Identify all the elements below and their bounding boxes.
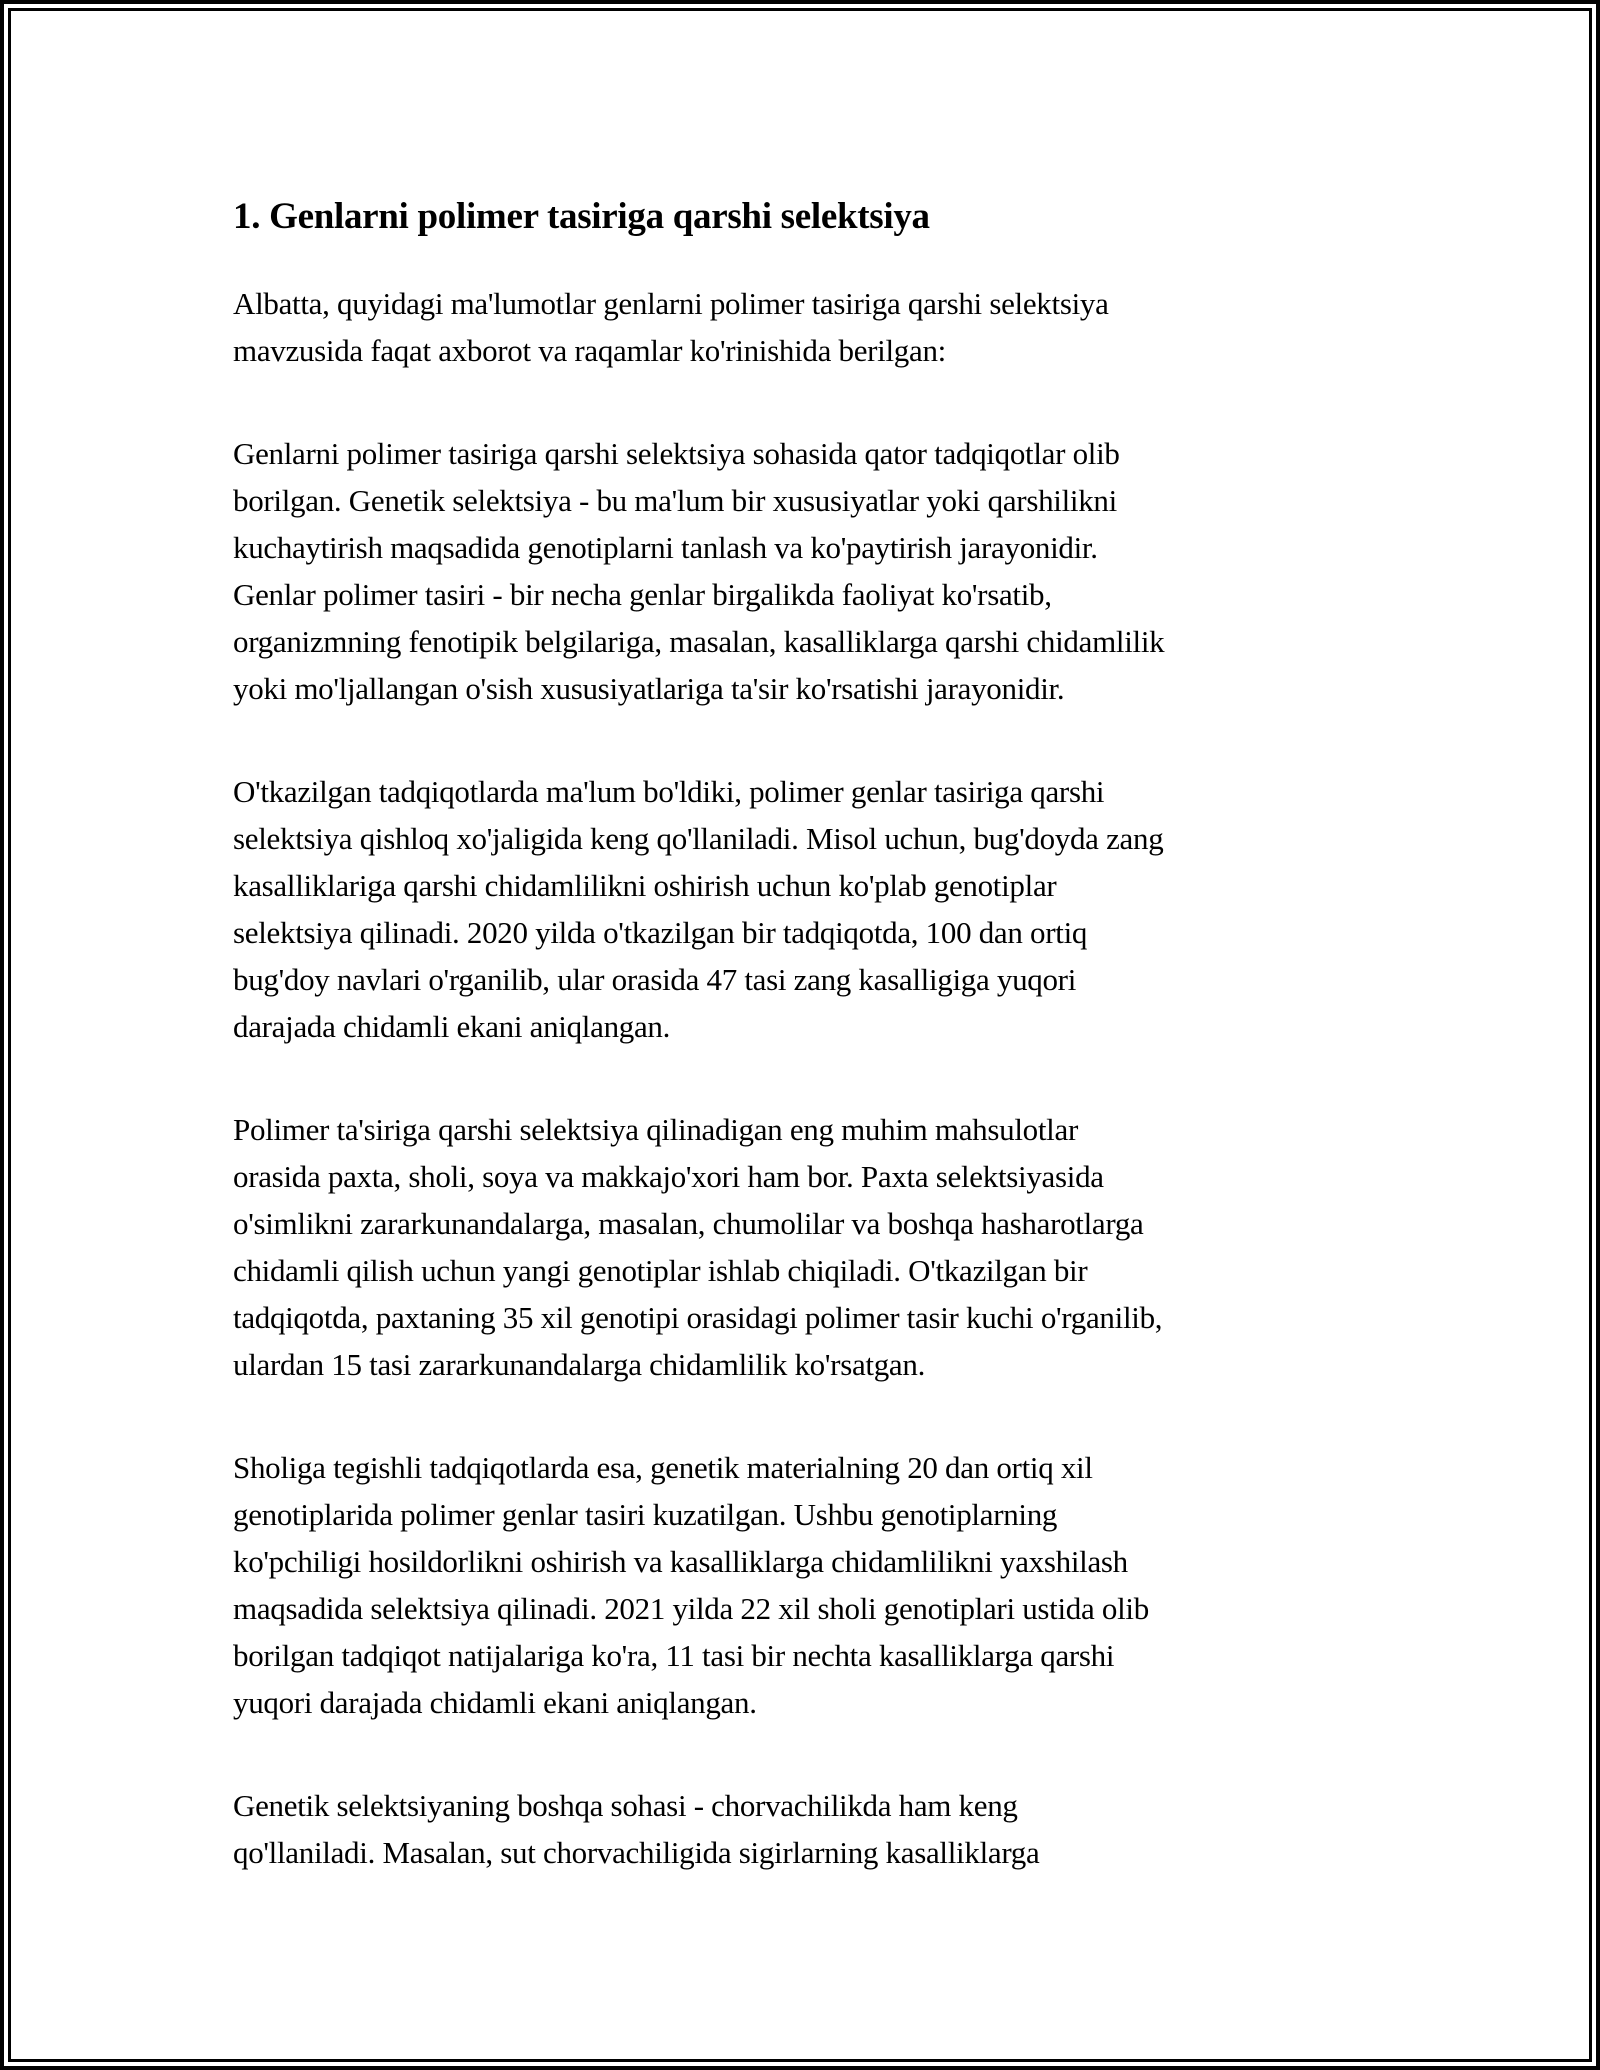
text-line: chidamli qilish uchun yangi genotiplar ishlab chiqiladi. O'tkazilgan bir [233,1253,1088,1288]
text-line: genotiplarida polimer genlar tasiri kuzatilgan. Ushbu genotiplarning [233,1497,1058,1532]
text-line: yuqori darajada chidamli ekani aniqlangan. [233,1685,757,1720]
text-line: maqsadida selektsiya qilinadi. 2021 yilda 22 xil sholi genotiplari ustida olib [233,1591,1149,1626]
page-title: 1. Genlarni polimer tasiriga qarshi selektsiya [233,196,930,237]
text-line: organizmning fenotipik belgilariga, masalan, kasalliklarga qarshi chidamlilik [233,624,1165,659]
text-line: ulardan 15 tasi zararkunandalarga chidamlilik ko'rsatgan. [233,1347,926,1382]
text-line: darajada chidamli ekani aniqlangan. [233,1009,671,1044]
text-line: Genetik selektsiyaning boshqa sohasi - chorvachilikda ham keng [233,1788,1018,1823]
text-line: orasida paxta, sholi, soya va makkajo'xori ham bor. Paxta selektsiyasida [233,1159,1104,1194]
paragraph-cotton-research [233,1106,1529,1388]
page-border-frame [8,8,1592,2062]
text-line: kuchaytirish maqsadida genotiplarni tanlash va ko'paytirish jarayonidir. [233,530,1098,565]
text-line: ko'pchiligi hosildorlikni oshirish va kasalliklarga chidamlilikni yaxshilash [233,1544,1128,1579]
text-line: bug'doy navlari o'rganilib, ular orasida 47 tasi zang kasalligiga yuqori [233,962,1077,997]
document-content [11,11,1589,1876]
text-line: o'simlikni zararkunandalarga, masalan, chumolilar va boshqa hasharotlarga [233,1206,1144,1241]
text-line: mavzusida faqat axborot va raqamlar ko'rinishida berilgan: [233,333,946,368]
paragraph-rice-research [233,1444,1529,1726]
text-line: Sholiga tegishli tadqiqotlarda esa, genetik materialning 20 dan ortiq xil [233,1450,1093,1485]
text-line: tadqiqotda, paxtaning 35 xil genotipi orasidagi polimer tasir kuchi o'rganilib, [233,1300,1163,1335]
text-line: Genlarni polimer tasiriga qarshi selektsiya sohasida qator tadqiqotlar olib [233,436,1120,471]
text-line: selektsiya qilinadi. 2020 yilda o'tkazilgan bir tadqiqotda, 100 dan ortiq [233,915,1088,950]
text-line: Polimer ta'siriga qarshi selektsiya qilinadigan eng muhim mahsulotlar [233,1112,1078,1147]
text-line: yoki mo'ljallangan o'sish xususiyatlariga ta'sir ko'rsatishi jarayonidir. [233,671,1065,706]
text-line: O'tkazilgan tadqiqotlarda ma'lum bo'ldiki, polimer genlar tasiriga qarshi [233,774,1105,809]
paragraph-wheat-research [233,768,1529,1050]
text-line: Albatta, quyidagi ma'lumotlar genlarni polimer tasiriga qarshi selektsiya [233,286,1109,321]
text-line: qo'llaniladi. Masalan, sut chorvachiligida sigirlarning kasalliklarga [233,1835,1040,1870]
paragraph-intro [233,280,1529,374]
paragraph-genetic-selection [233,430,1529,712]
text-line: Genlar polimer tasiri - bir necha genlar birgalikda faoliyat ko'rsatib, [233,577,1052,612]
text-line: kasalliklariga qarshi chidamlilikni oshirish uchun ko'plab genotiplar [233,868,1057,903]
text-line: borilgan tadqiqot natijalariga ko'ra, 11 tasi bir nechta kasalliklarga qarshi [233,1638,1115,1673]
paragraph-livestock [233,1782,1529,1876]
text-line: borilgan. Genetik selektsiya - bu ma'lum bir xususiyatlar yoki qarshilikni [233,483,1117,518]
text-line: selektsiya qishloq xo'jaligida keng qo'llaniladi. Misol uchun, bug'doyda zang [233,821,1164,856]
